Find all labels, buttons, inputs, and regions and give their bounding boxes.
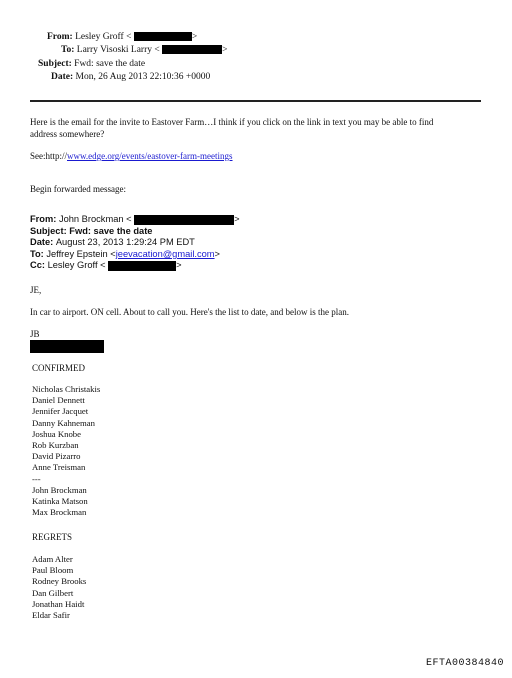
fwd-date-label: Date: (30, 237, 54, 247)
list-item: Dan Gilbert (32, 587, 74, 598)
list-item: Danny Kahneman (32, 417, 95, 428)
list-item: Rob Kurzban (32, 439, 79, 450)
intro-line-2: address somewhere? (30, 129, 105, 139)
fwd-to-value: Jeffrey Epstein < (46, 249, 116, 259)
fwd-subject-row (30, 226, 152, 236)
fwd-subject-value: Fwd: save the date (69, 226, 153, 236)
list-item: Eldar Safir (32, 609, 70, 620)
intro-line-1: Here is the email for the invite to Eastover Farm…I think if you click on the link in text you may be able to find (30, 117, 434, 127)
header-to-label: To: (61, 45, 75, 55)
header-from-label: From: (47, 32, 73, 42)
header-to-value: Larry Visoski Larry < (76, 45, 160, 55)
redaction-box (108, 261, 176, 271)
header-from-row (47, 31, 197, 44)
regrets-list (32, 554, 87, 620)
list-item: Joshua Knobe (32, 428, 81, 439)
header-subject-row (38, 58, 145, 71)
fwd-cc-close: > (176, 260, 182, 270)
list-item: David Pizarro (32, 451, 81, 462)
fwd-from-label: From: (30, 214, 57, 224)
fwd-cc-value: Lesley Groff < (47, 260, 106, 270)
fwd-to-label: To: (30, 249, 44, 259)
list-item: Rodney Brooks (32, 576, 87, 587)
see-prefix: See:http:// (30, 151, 67, 161)
header-date-value: Mon, 26 Aug 2013 22:10:36 +0000 (75, 72, 211, 82)
list-item: Adam Alter (32, 554, 73, 564)
header-to-row (61, 44, 227, 57)
confirmed-list (32, 384, 101, 518)
list-item: Anne Treisman (32, 462, 86, 473)
confirmed-heading: CONFIRMED (32, 363, 86, 373)
fwd-to-close: > (214, 249, 220, 259)
list-item: Jennifer Jacquet (32, 406, 89, 417)
header-subject-value: Fwd: save the date (74, 59, 146, 69)
redaction-box (162, 45, 222, 54)
list-item: Katinka Matson (32, 495, 88, 506)
header-divider (30, 100, 481, 102)
document-id: EFTA00384840 (425, 658, 504, 669)
list-item: Nicholas Christakis (32, 384, 101, 394)
list-item: Paul Bloom (32, 565, 74, 576)
redaction-box (30, 340, 104, 353)
fwd-from-close: > (234, 214, 240, 224)
list-item: Max Brockman (32, 507, 87, 518)
header-from-close: > (191, 32, 198, 42)
list-item: Daniel Dennett (32, 395, 85, 406)
fwd-date-row (30, 237, 195, 247)
header-to-close: > (222, 45, 228, 55)
fwd-cc-row (30, 260, 182, 271)
header-from-value: Lesley Groff < (75, 32, 132, 42)
list-item: Jonathan Haidt (32, 598, 85, 609)
header-date-row (51, 71, 210, 84)
see-line (30, 150, 233, 162)
begin-forwarded: Begin forwarded message: (30, 184, 126, 194)
greeting: JE, (30, 285, 42, 295)
redaction-box (134, 215, 234, 225)
fwd-cc-label: Cc: (30, 260, 45, 270)
fwd-from-row (30, 214, 240, 225)
list-item: John Brockman (32, 484, 87, 495)
signoff: JB (30, 329, 40, 339)
header-date-label: Date: (51, 72, 74, 82)
list-separator: --- (32, 473, 41, 484)
regrets-heading: REGRETS (32, 532, 73, 542)
jeevacation-email-link[interactable]: jeevacation@gmail.com (115, 249, 215, 259)
fwd-to-row (30, 249, 220, 259)
message-text: In car to airport. ON cell. About to call you. Here's the list to date, and below is the plan. (30, 307, 350, 317)
redaction-box (134, 32, 192, 41)
fwd-subject-label: Subject: (30, 226, 67, 236)
fwd-from-value: John Brockman < (58, 214, 132, 224)
header-subject-label: Subject: (38, 59, 72, 69)
eastover-farm-link[interactable]: www.edge.org/events/eastover-farm-meetings (67, 151, 233, 161)
fwd-date-value: August 23, 2013 1:29:24 PM EDT (55, 237, 195, 247)
